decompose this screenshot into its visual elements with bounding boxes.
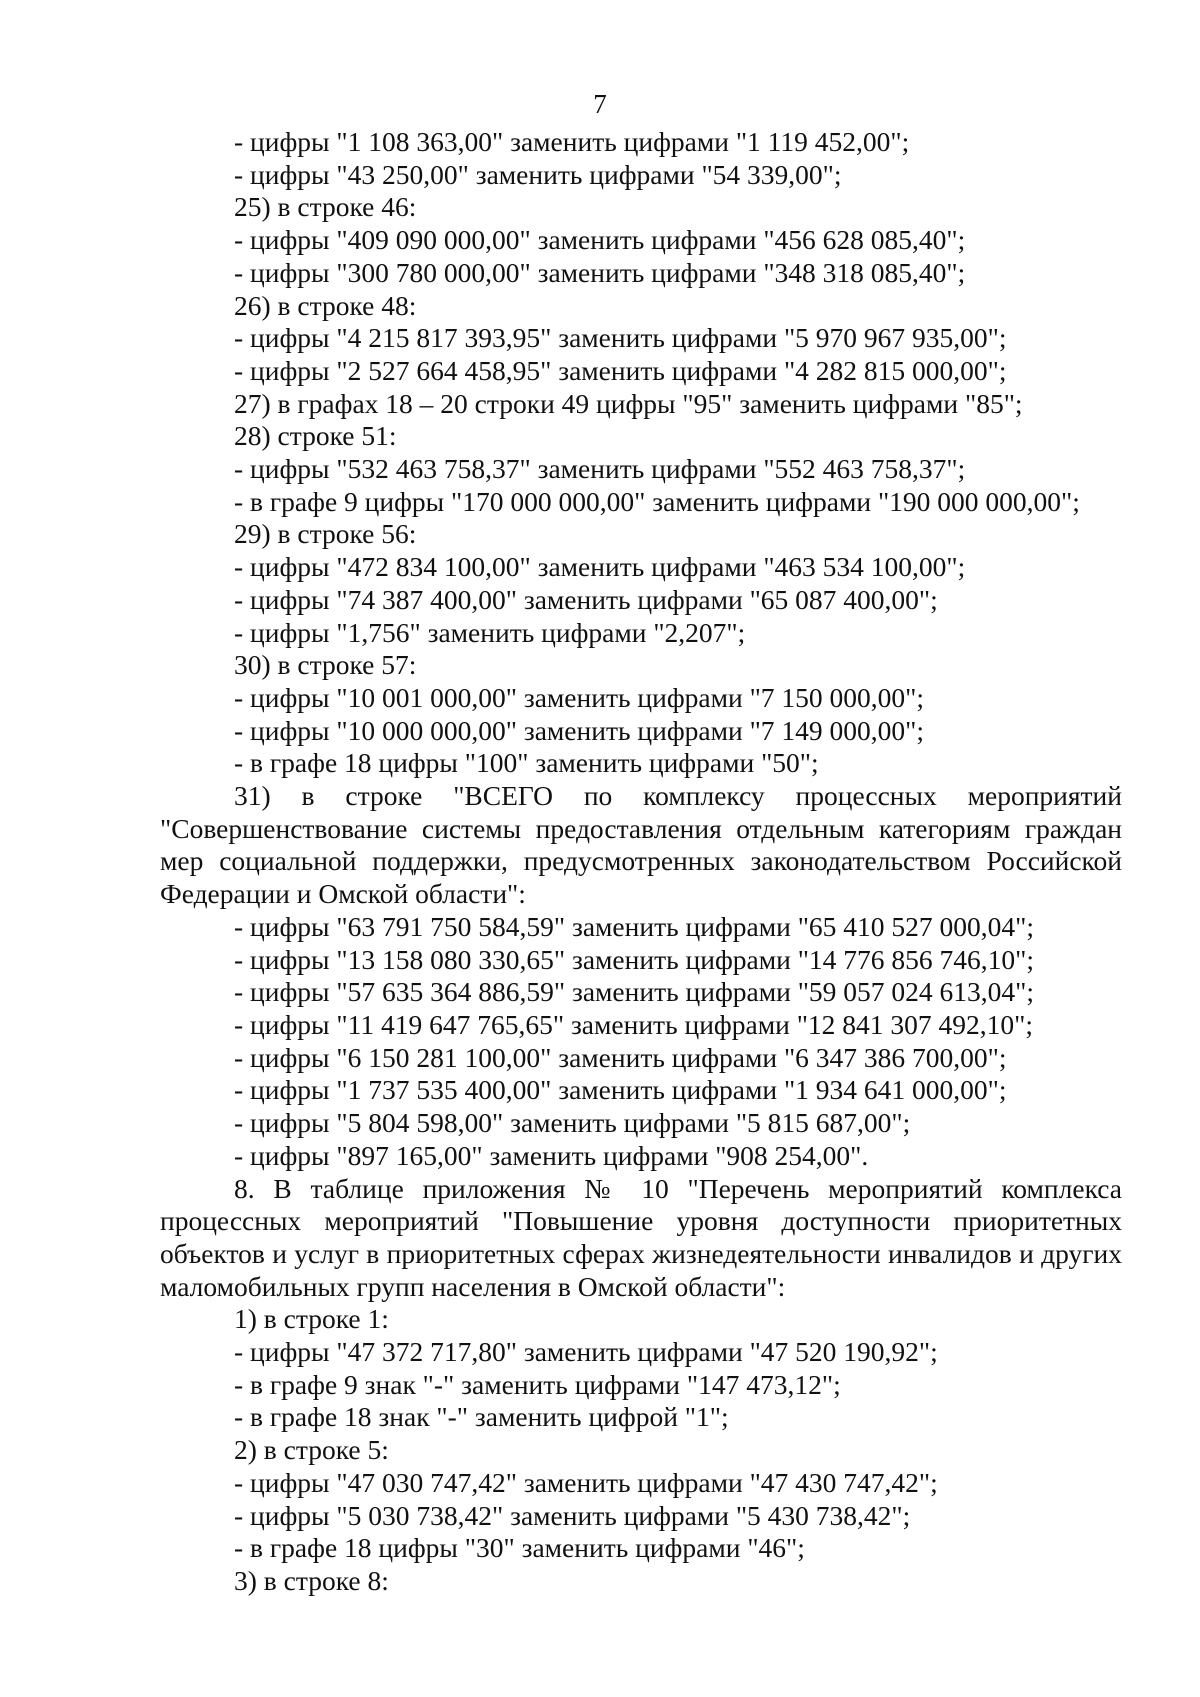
text-line: - цифры "74 387 400,00" заменить цифрами "65 087 400,00"; <box>234 583 938 615</box>
text-line: 28) строке 51: <box>234 420 397 452</box>
text-line: - цифры "11 419 647 765,65" заменить цифрами "12 841 307 492,10"; <box>234 1008 1034 1040</box>
text-line: 3) в строке 8: <box>234 1564 389 1596</box>
text-line: 1) в строке 1: <box>234 1303 389 1335</box>
text-line: 29) в строке 56: <box>234 518 417 550</box>
text-line: - цифры "2 527 664 458,95" заменить цифрами "4 282 815 000,00"; <box>234 354 1007 386</box>
text-line: - цифры "13 158 080 330,65" заменить цифрами "14 776 856 746,10"; <box>234 943 1035 975</box>
text-line: - цифры "57 635 364 886,59" заменить цифрами "59 057 024 613,04"; <box>234 976 1035 1008</box>
text-line: - в графе 18 цифры "100" заменить цифрами "50"; <box>234 747 819 779</box>
page-number: 7 <box>593 89 607 119</box>
text-line: - цифры "47 372 717,80" заменить цифрами "47 520 190,92"; <box>234 1336 938 1368</box>
text-line: - цифры "897 165,00" заменить цифрами "908 254,00". <box>234 1139 869 1171</box>
text-line: - цифры "10 000 000,00" заменить цифрами "7 149 000,00"; <box>234 714 925 746</box>
text-line: 30) в строке 57: <box>234 649 417 681</box>
text-line: - цифры "43 250,00" заменить цифрами "54 339,00"; <box>234 158 842 190</box>
text-line: - цифры "1,756" заменить цифрами "2,207"; <box>234 616 746 648</box>
text-line: - в графе 18 цифры "30" заменить цифрами "46"; <box>234 1532 805 1564</box>
text-line: - в графе 9 знак "-" заменить цифрами "147 473,12"; <box>234 1368 841 1400</box>
text-line: - цифры "1 108 363,00" заменить цифрами "1 119 452,00"; <box>234 126 910 157</box>
text-line: - цифры "1 737 535 400,00" заменить цифрами "1 934 641 000,00"; <box>234 1074 1007 1106</box>
text-line: - цифры "300 780 000,00" заменить цифрами "348 318 085,40"; <box>234 256 966 288</box>
paragraph-item-31: 31) в строке "ВСЕГО по комплексу процессных мероприятий "Совершенствование системы предоставления отдельным категориям граждан мер социальной поддержки, предусмотренных законодательством Российской Федерации и Омской области": <box>160 780 1122 910</box>
text-line: - в графе 18 знак "-" заменить цифрой "1"; <box>234 1401 729 1433</box>
text-line: - цифры "6 150 281 100,00" заменить цифрами "6 347 386 700,00"; <box>234 1041 1007 1073</box>
text-line: - цифры "47 030 747,42" заменить цифрами "47 430 747,42"; <box>234 1466 938 1498</box>
text-line: 27) в графах 18 – 20 строки 49 цифры "95" заменить цифрами "85"; <box>234 387 1023 419</box>
text-line: - в графе 9 цифры "170 000 000,00" заменить цифрами "190 000 000,00"; <box>234 485 1080 517</box>
text-line: 26) в строке 48: <box>234 289 417 321</box>
text-line: - цифры "10 001 000,00" заменить цифрами "7 150 000,00"; <box>234 681 925 713</box>
document-body <box>160 126 1122 1598</box>
text-line: - цифры "472 834 100,00" заменить цифрами "463 534 100,00"; <box>234 551 966 583</box>
paragraph-section-8: 8. В таблице приложения № 10 "Перечень мероприятий комплекса процессных мероприятий "Повышение уровня доступности приоритетных объектов и услуг в приоритетных сферах жизнедеятельности инвалидов и других маломобильных групп населения в Омской области": <box>160 1172 1122 1302</box>
text-line: - цифры "409 090 000,00" заменить цифрами "456 628 085,40"; <box>234 224 966 256</box>
text-line: 2) в строке 5: <box>234 1434 389 1466</box>
text-line: 25) в строке 46: <box>234 191 417 223</box>
text-line: - цифры "532 463 758,37" заменить цифрами "552 463 758,37"; <box>234 453 966 485</box>
text-line: - цифры "5 804 598,00" заменить цифрами "5 815 687,00"; <box>234 1107 911 1139</box>
text-line: - цифры "5 030 738,42" заменить цифрами "5 430 738,42"; <box>234 1499 911 1531</box>
text-line: - цифры "4 215 817 393,95" заменить цифрами "5 970 967 935,00"; <box>234 322 1007 354</box>
text-line: - цифры "63 791 750 584,59" заменить цифрами "65 410 527 000,04"; <box>234 910 1035 942</box>
